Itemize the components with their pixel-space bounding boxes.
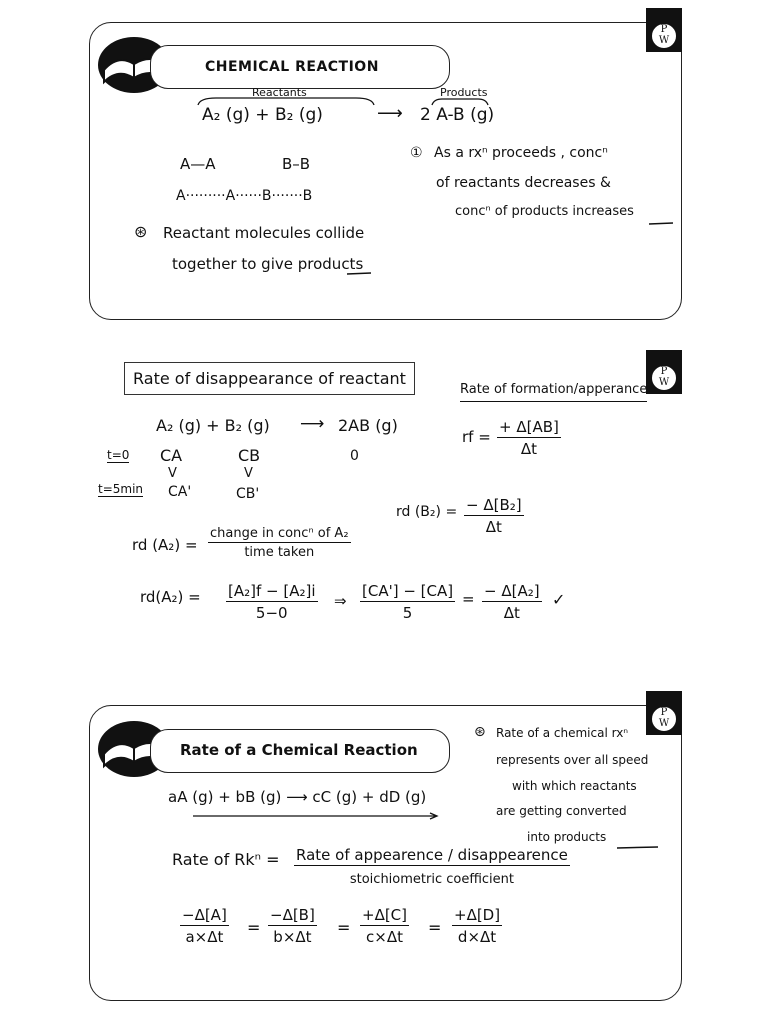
equals-b: = xyxy=(337,918,351,937)
fraction-b-denominator: b×Δt xyxy=(273,928,312,946)
pw-logo-tab-2 xyxy=(646,350,682,394)
fraction-b-numerator: −Δ[B] xyxy=(270,906,315,924)
equals-c: = xyxy=(428,918,442,937)
collision-chain: A·········A······B·······B xyxy=(176,188,313,204)
implies-symbol: ⇒ xyxy=(334,592,347,610)
note-right-3: concⁿ of products increases xyxy=(455,204,634,219)
rda2-lhs: rd (A₂) = xyxy=(132,536,198,554)
fraction-a-denominator: a×Δt xyxy=(185,928,224,946)
rda2-denominator: time taken xyxy=(244,545,315,560)
rda2b-lhs: rd(A₂) = xyxy=(140,588,201,606)
t5-label: t=5min xyxy=(98,482,144,496)
pw-logo-tab xyxy=(646,8,682,52)
fraction-a xyxy=(180,906,229,946)
note-left-1: Reactant molecules collide xyxy=(163,224,365,242)
rf-fraction xyxy=(497,418,561,458)
arrow-v-2: V xyxy=(244,466,253,481)
card2-equation-rhs: 2AB (g) xyxy=(338,416,398,435)
rdb2-denominator: Δt xyxy=(485,518,502,536)
ca-initial: CA xyxy=(160,446,183,465)
fraction-d xyxy=(452,906,502,946)
rdb2-numerator: − Δ[B₂] xyxy=(466,496,522,514)
reactants-label: Reactants xyxy=(252,86,307,99)
fraction-c-numerator: +Δ[C] xyxy=(362,906,408,924)
card2-equation-lhs: A₂ (g) + B₂ (g) xyxy=(156,416,270,435)
bullet-one: ① xyxy=(410,145,423,161)
rda2b-denominator: 5−0 xyxy=(255,604,288,622)
card1-equation-rhs: 2 A-B (g) xyxy=(420,105,495,125)
rate-denominator: stoichiometric coefficient xyxy=(349,872,515,887)
card3-note-4: are getting converted xyxy=(496,804,627,818)
equals-a: = xyxy=(247,918,261,937)
rf-denominator: Δt xyxy=(520,440,537,458)
bond-b-b: B–B xyxy=(282,155,311,173)
card3-note-3: with which reactants xyxy=(512,779,637,793)
fraction-d-numerator: +Δ[D] xyxy=(454,906,501,924)
rf-numerator: + Δ[AB] xyxy=(499,418,559,436)
arrow-v-1: V xyxy=(168,466,177,481)
card1-title: CHEMICAL REACTION xyxy=(205,59,379,75)
frac2-denominator: 5 xyxy=(402,604,413,622)
ab-initial: 0 xyxy=(350,448,359,464)
fraction-a-numerator: −Δ[A] xyxy=(182,906,227,924)
card3-title: Rate of a Chemical Reaction xyxy=(180,741,418,759)
card3-note-1: Rate of a chemical rxⁿ xyxy=(496,726,629,740)
cb-initial: CB xyxy=(238,446,261,465)
rda2-numerator: change in concⁿ of A₂ xyxy=(210,526,349,541)
rdb2-fraction xyxy=(464,496,524,536)
bullet-star-1: ⊛ xyxy=(134,222,148,241)
rda2-fraction xyxy=(208,526,351,560)
pw-logo-icon-3: P W xyxy=(651,706,677,732)
pw-logo-icon: P W xyxy=(651,23,677,49)
card2-arrow: ⟶ xyxy=(300,414,325,434)
rf-lhs: rf = xyxy=(462,428,491,446)
rdb2-lhs: rd (B₂) = xyxy=(396,504,458,520)
note-right-1: As a rxⁿ proceeds , concⁿ xyxy=(434,145,608,161)
card3-note-5: into products xyxy=(527,830,607,844)
underline-mark-3 xyxy=(616,846,660,850)
rate-numerator: Rate of appearence / disappearence xyxy=(296,846,568,864)
fraction-b xyxy=(268,906,317,946)
pw-logo-tab-3 xyxy=(646,691,682,735)
underline-mark-1 xyxy=(346,272,372,276)
check-mark-icon: ✓ xyxy=(552,590,566,609)
frac2 xyxy=(360,582,455,622)
formation-title: Rate of formation/apperance xyxy=(460,382,647,402)
rate-lhs: Rate of Rkⁿ = xyxy=(172,850,280,869)
equation-underline-arrow xyxy=(192,812,442,820)
rda2b-numerator: [A₂]f − [A₂]i xyxy=(228,582,316,600)
card1-equation-lhs: A₂ (g) + B₂ (g) xyxy=(202,105,323,125)
rda2b-fraction xyxy=(226,582,318,622)
card3-note-2: represents over all speed xyxy=(496,753,649,767)
frac2-numerator: [CA'] − [CA] xyxy=(362,582,454,600)
disappearance-title: Rate of disappearance of reactant xyxy=(124,362,415,395)
card3-equation: aA (g) + bB (g) ⟶ cC (g) + dD (g) xyxy=(168,788,427,806)
frac3-denominator: Δt xyxy=(503,604,520,622)
note-right-2: of reactants decreases & xyxy=(436,175,611,191)
fraction-c-denominator: c×Δt xyxy=(366,928,403,946)
equals-1: = xyxy=(462,590,475,608)
fraction-d-denominator: d×Δt xyxy=(457,928,497,946)
frac3-numerator: − Δ[A₂] xyxy=(484,582,540,600)
frac3 xyxy=(482,582,542,622)
pw-logo-icon-2: P W xyxy=(651,365,677,391)
bullet-star-2: ⊛ xyxy=(474,724,486,740)
bond-a-a: A—A xyxy=(180,155,216,173)
note-left-2: together to give products xyxy=(172,255,364,273)
ca-prime: CA' xyxy=(168,484,192,500)
cb-prime: CB' xyxy=(236,486,260,502)
t0-label: t=0 xyxy=(107,448,130,462)
card1-arrow: ⟶ xyxy=(377,103,403,124)
underline-mark-2 xyxy=(648,222,674,226)
products-label: Products xyxy=(440,86,488,99)
rate-fraction xyxy=(294,846,570,887)
fraction-c xyxy=(360,906,409,946)
